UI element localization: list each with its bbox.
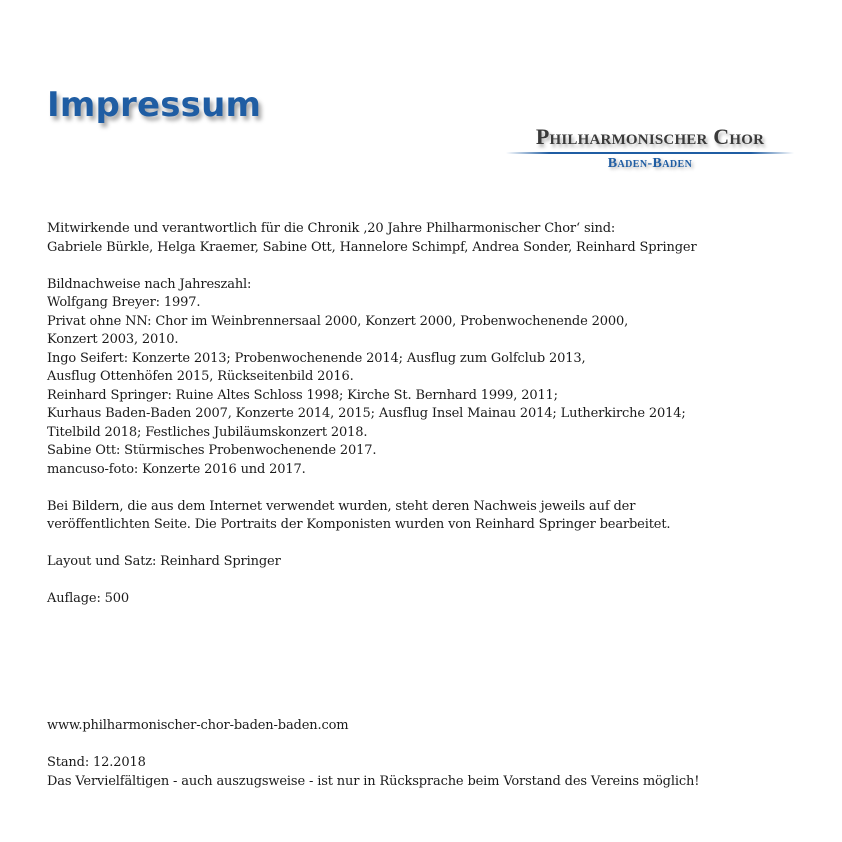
photo-credit-line: Kurhaus Baden-Baden 2007, Konzerte 2014, 2015; Ausflug Insel Mainau 2014; Lutherkirche 2014; xyxy=(47,406,686,421)
photo-credit-line: Sabine Ott: Stürmisches Probenwochenende 2017. xyxy=(47,443,377,458)
photo-credit-line: Ausflug Ottenhöfen 2015, Rückseitenbild 2016. xyxy=(47,369,354,384)
credits-line: Gabriele Bürkle, Helga Kraemer, Sabine Ott, Hannelore Schimpf, Andrea Sonder, Reinhard Springer xyxy=(47,239,697,255)
photo-credit-line: Reinhard Springer: Ruine Altes Schloss 1998; Kirche St. Bernhard 1999, 2011; xyxy=(47,387,558,403)
internet-note-line: veröffentlichten Seite. Die Portraits der Komponisten wurden von Reinhard Springer bearbeitet. xyxy=(47,517,671,532)
imprint-content xyxy=(47,220,807,627)
photo-credit-line: Wolfgang Breyer: 1997. xyxy=(47,295,201,310)
logo-name: Philharmonischer Chor xyxy=(535,124,765,149)
photo-credit-line: Konzert 2003, 2010. xyxy=(47,332,179,347)
choir-logo xyxy=(500,124,800,172)
credits-block xyxy=(47,220,807,257)
layout-credit: Layout und Satz: Reinhard Springer xyxy=(47,554,281,569)
photo-credits-heading: Bildnachweise nach Jahreszahl: xyxy=(47,276,252,292)
logo-divider xyxy=(506,152,794,154)
credits-line: Mitwirkende und verantwortlich für die Chronik ‚20 Jahre Philharmonischer Chor‘ sind: xyxy=(47,221,616,236)
imprint-footer xyxy=(47,717,807,791)
page-title: Impressum xyxy=(47,85,262,125)
photo-credits-block xyxy=(47,276,807,480)
print-run: Auflage: 500 xyxy=(47,591,130,606)
internet-note-line: Bei Bildern, die aus dem Internet verwendet wurden, steht deren Nachweis jeweils auf der xyxy=(47,498,636,514)
photo-credit-line: mancuso-foto: Konzerte 2016 und 2017. xyxy=(47,461,306,477)
photo-credit-line: Privat ohne NN: Chor im Weinbrennersaal 2000, Konzert 2000, Probenwochenende 2000, xyxy=(47,313,629,329)
photo-credit-line: Ingo Seifert: Konzerte 2013; Probenwochenende 2014; Ausflug zum Golfclub 2013, xyxy=(47,350,586,366)
copyright-notice: Das Vervielfältigen - auch auszugsweise - ist nur in Rücksprache beim Vorstand des Vereins möglich! xyxy=(47,773,700,789)
website-link[interactable]: www.philharmonischer-chor-baden-baden.com xyxy=(47,718,349,733)
logo-city: Baden-Baden xyxy=(607,156,693,171)
photo-credit-line: Titelbild 2018; Festliches Jubiläumskonzert 2018. xyxy=(47,424,368,440)
revision-date: Stand: 12.2018 xyxy=(47,755,146,770)
internet-note-block xyxy=(47,498,807,535)
